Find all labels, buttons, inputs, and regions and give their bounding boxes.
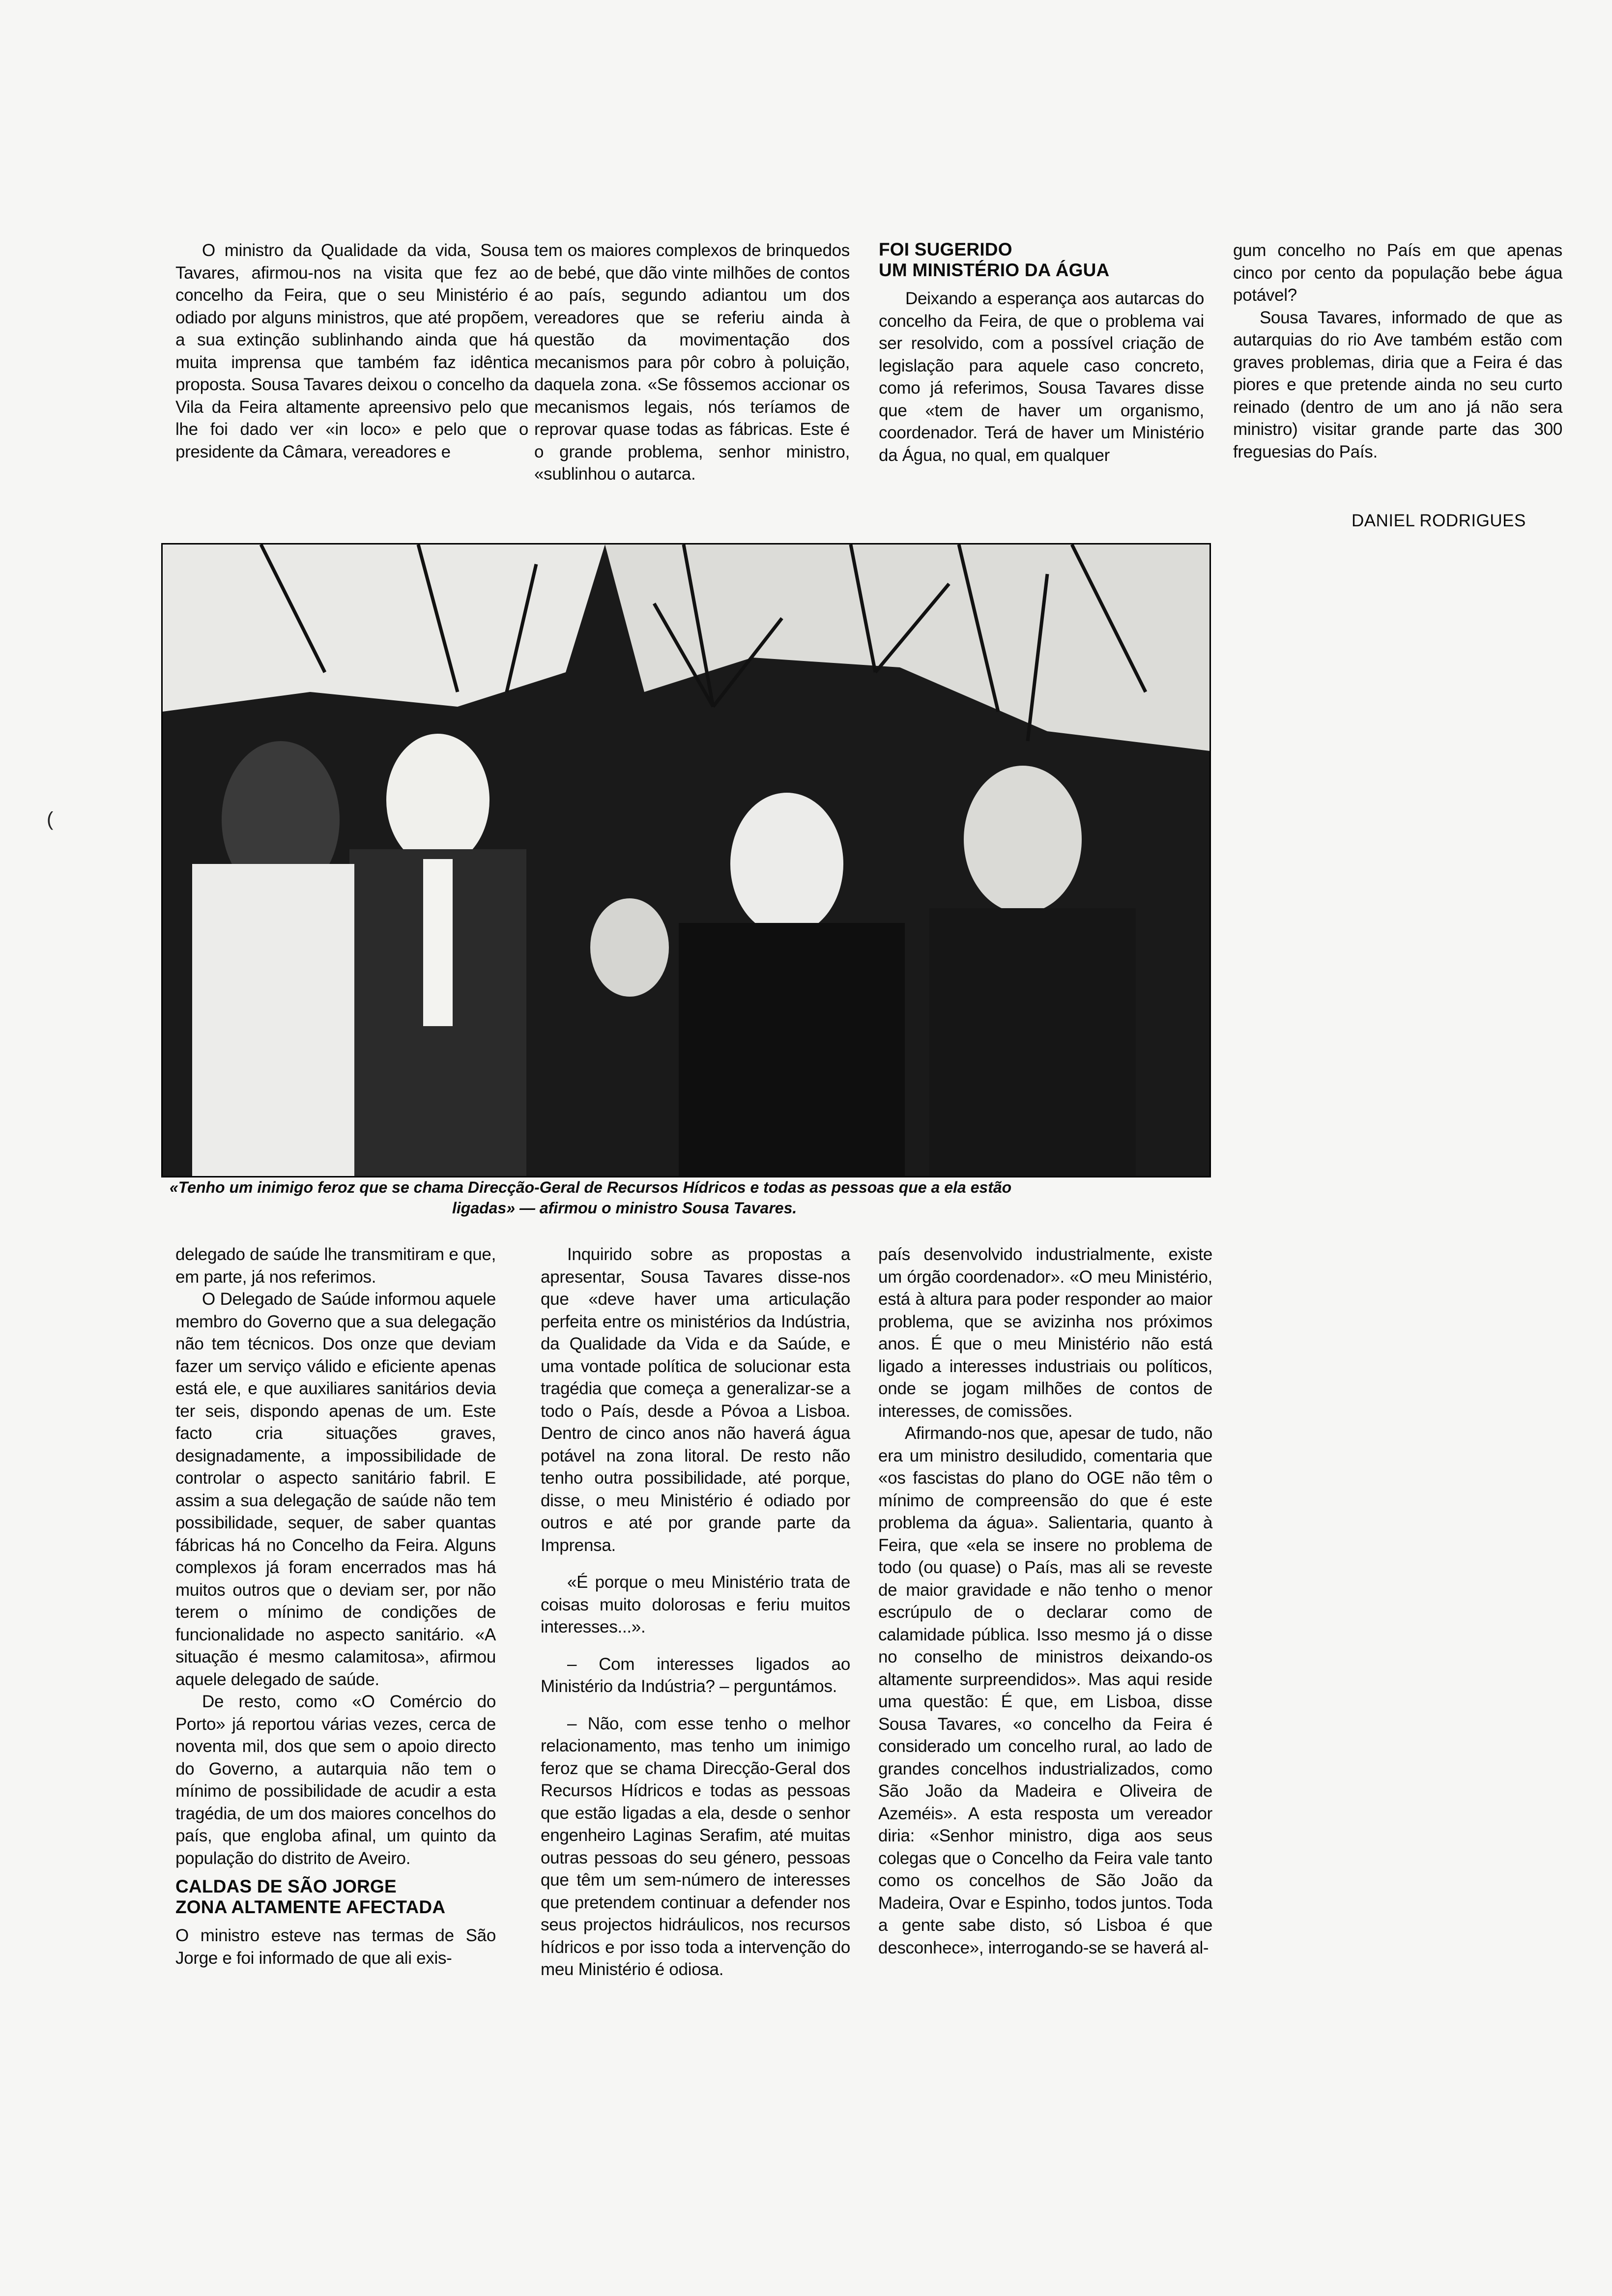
paragraph: – Com interesses ligados ao Ministério da Indústria? – perguntámos. [541, 1654, 850, 1696]
caption-line: «Tenho um inimigo feroz que se chama Direcção-Geral de Recursos Hídricos e todas as pessoas que a ela estão [170, 1178, 1012, 1196]
paragraph: país desenvolvido industrialmente, existe um órgão coordenador». «O meu Ministério, está à altura para poder responder ao maior problema, que se avizinha nos próximos anos. É que o meu Ministério não está ligado a interesses industriais ou políticos, onde se jogam milhões de contos de interesses, de comissões. [878, 1245, 1212, 1421]
paragraph: Afirmando-nos que, apesar de tudo, não era um ministro desiludido, comentaria que «os fascistas do plano do OGE não têm o mínimo de compreensão do que é este problema da água». Salientaria, quanto à Feira, que «ela se insere no problema de todo (ou quase) o País, mas ali se reveste de maior gravidade e não tenho o menor escrúpulo de o declarar como de calamidade pública. Isso mesmo já o disse no conselho de ministros deixando-os altamente surpreendidos». Mas aqui reside uma questão: É que, em Lisboa, disse Sousa Tavares, «o concelho da Feira é considerado um concelho rural, ao lado de grandes concelhos industrializados, como São João da Madeira e Oliveira de Azeméis». A esta resposta um vereador diria: «Senhor ministro, diga aos seus colegas que o Concelho da Feira vale tanto como os concelhos de São João da Madeira, Ovar e Espinho, todos juntos. Toda a gente sabe disto, só Lisboa é que desconhece», interrogando-se se haverá al- [878, 1424, 1212, 1957]
news-photo [161, 543, 1211, 1177]
article-column-3-bottom [878, 1243, 1212, 1959]
paragraph: tem os maiores complexos de brinquedos de bebé, que dão vinte milhões de contos ao país, segundo adiantou um dos vereadores que se referiu ainda à questão da movimentação dos mecanismos para pôr cobro à poluição, daquela zona. «Se fôssemos accionar os mecanismos legais, nós teríamos de reprovar quase todas as fábricas. Este é o grande problema, senhor ministro, «sublinhou o autarca. [534, 241, 850, 484]
photo-caption [170, 1177, 1202, 1218]
paragraph: O ministro da Qualidade da vida, Sousa Tavares, afirmou-nos na visita que fez ao concelho da Feira, que o seu Ministério é odiado por alguns ministros, que até propõem, a sua extinção sublinhando ainda que há muita imprensa que também faz idêntica proposta. Sousa Tavares deixou o concelho da Vila da Feira altamente apreensivo pelo que lhe foi dado ver «in loco» e pelo que o presidente da Câmara, vereadores e [175, 241, 528, 461]
article-column-2-top [534, 239, 850, 486]
margin-mark-left: ( [47, 808, 54, 830]
author-byline: DANIEL RODRIGUES [1352, 511, 1526, 530]
article-column-4-top [1233, 239, 1562, 463]
caption-line: ligadas» — afirmou o ministro Sousa Tavares. [452, 1199, 797, 1217]
paragraph: O Delegado de Saúde informou aquele membro do Governo que a sua delegação não tem técnicos. Dos onze que deviam fazer um serviço válido e eficiente apenas está ele, e que auxiliares sanitários devia ter seis, dispondo apenas de um. Este facto cria situações graves, designadamente, a impossibilidade de controlar o aspecto sanitário fabril. E assim a sua delegação de saúde não tem possibilidade, sequer, de saber quantas fábricas há no Concelho da Feira. Alguns complexos já foram encerrados mas há muitos outros que o deviam ser, por não terem o mínimo de condições de funcionalidade no aspecto sanitário. «A situação é mesmo calamitosa», afirmou aquele delegado de saúde. [175, 1290, 496, 1689]
photo-image [163, 545, 1209, 1176]
section-heading: CALDAS DE SÃO JORGE ZONA ALTAMENTE AFECTADA [175, 1876, 446, 1917]
paragraph: De resto, como «O Comércio do Porto» já reportou várias vezes, cerca de noventa mil, dos que sem o apoio directo do Governo, a autarquia não tem o mínimo de possibilidade de acudir a esta tragédia, de um dos maiores concelhos do país, que engloba afinal, um quinto da população do distrito de Aveiro. [175, 1692, 496, 1868]
paragraph: Sousa Tavares, informado de que as autarquias do rio Ave também estão com graves problemas, diria que a Feira é das piores e que pretende ainda no seu curto reinado (dentro de um ano já não sera ministro) visitar grande parte das 300 freguesias do País. [1233, 308, 1562, 461]
paragraph: Inquirido sobre as propostas a apresentar, Sousa Tavares disse-nos que «deve haver uma articulação perfeita entre os ministérios da Indústria, da Qualidade da Vida e da Saúde, e uma vontade política de solucionar esta tragédia que começa a generalizar-se a todo o País, desde a Póvoa a Lisboa. Dentro de cinco anos não haverá água potável na zona litoral. De resto não tenho outra possibilidade, até porque, disse, o meu Ministério é odiado por outros e até por grande parte da Imprensa. [541, 1245, 850, 1555]
article-column-1-top [175, 239, 528, 463]
article-column-2-bottom [541, 1243, 850, 1981]
paragraph: gum concelho no País em que apenas cinco por cento da população bebe água potável? [1233, 241, 1562, 305]
paragraph: «É porque o meu Ministério trata de coisas muito dolorosas e feriu muitos interesses...». [541, 1573, 850, 1636]
article-column-3-top [879, 239, 1204, 466]
article-column-1-bottom [175, 1243, 496, 1969]
section-heading: FOI SUGERIDO UM MINISTÉRIO DA ÁGUA [879, 239, 1110, 280]
paragraph: O ministro esteve nas termas de São Jorge e foi informado de que ali exis- [175, 1926, 496, 1968]
paragraph: – Não, com esse tenho o melhor relacionamento, mas tenho um inimigo feroz que se chama Direcção-Geral dos Recursos Hídricos e todas as pessoas que estão ligadas a ela, desde o senhor engenheiro Laginas Serafim, até muitas outras pessoas do seu género, pessoas que têm um sem-número de interesses que pretendem continuar a defender nos seus projectos hidráulicos, nos recursos hídricos e por isso toda a intervenção do meu Ministério é odiosa. [541, 1714, 850, 1979]
paragraph: Deixando a esperança aos autarcas do concelho da Feira, de que o problema vai ser resolvido, com a possível criação de legislação para aquele caso concreto, como já referimos, Sousa Tavares disse que «tem de haver um organismo, coordenador. Terá de haver um Ministério da Água, no qual, em qualquer [879, 289, 1204, 465]
paragraph: delegado de saúde lhe transmitiram e que, em parte, já nos referimos. [175, 1245, 496, 1287]
